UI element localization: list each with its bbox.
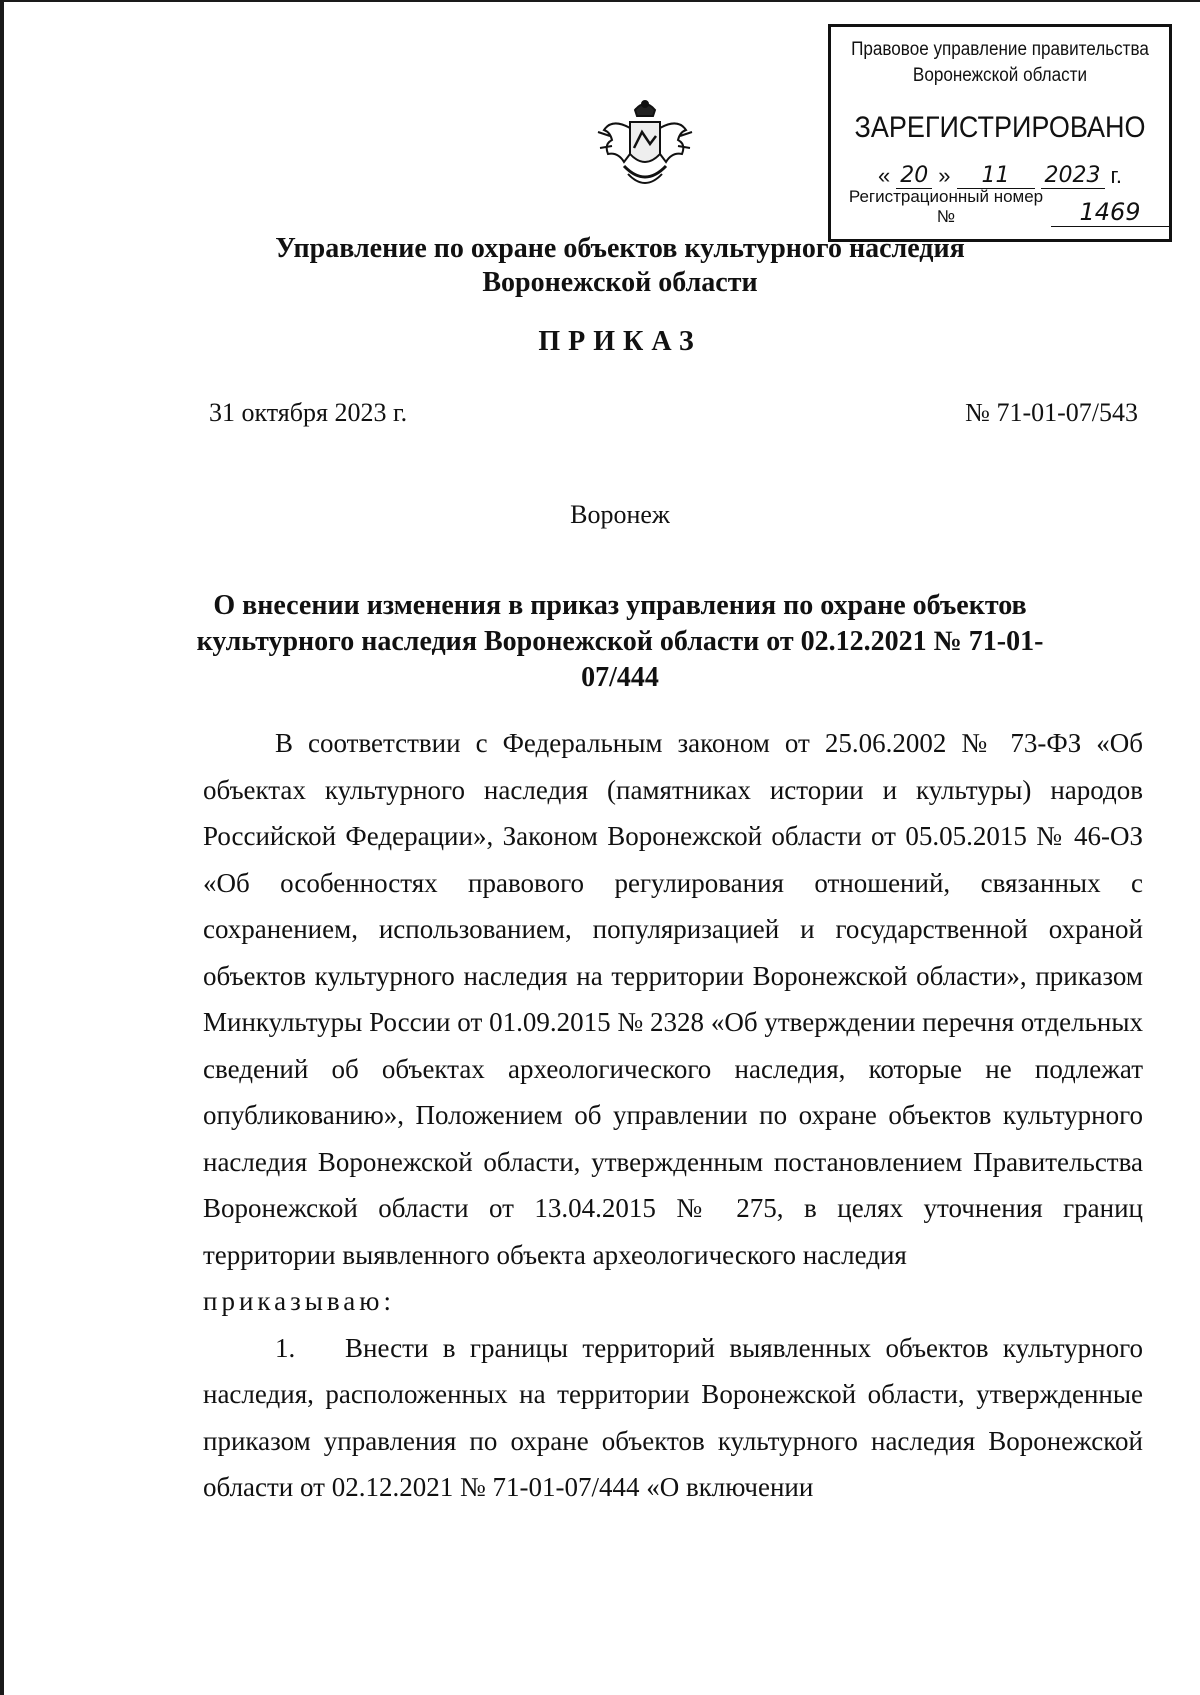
stamp-org-line2: Воронежской области bbox=[912, 65, 1088, 86]
organization-title-line2: Воронежской области bbox=[482, 267, 758, 298]
coat-of-arms-icon bbox=[590, 96, 700, 196]
stamp-organization bbox=[848, 37, 1152, 89]
stamp-org-line1: Правовое управление правительства bbox=[851, 39, 1149, 60]
stamp-date-year: 2023 bbox=[1041, 163, 1105, 189]
stamp-date: « 20 » 11 2023 г. bbox=[878, 163, 1122, 188]
stamp-registration bbox=[845, 187, 1169, 227]
stamp-status: ЗАРЕГИСТРИРОВАНО bbox=[854, 111, 1146, 144]
organization-title bbox=[190, 232, 1050, 300]
item-text: Внести в границы территорий выявленных объектов культурного наследия, расположенных на территории Воронежской области, утвержденные приказом управления по охране объектов культурного наследия Воронежской области от 02.12.2021 № 71-01-07/444 «О включении bbox=[203, 1332, 1143, 1502]
order-word: приказываю: bbox=[203, 1286, 395, 1316]
stamp-reg-label: Регистрационный номер № bbox=[848, 187, 1044, 226]
item-number: 1. bbox=[275, 1332, 296, 1363]
subject-line2: культурного наследия Воронежской области от 02.12.2021 № 71-01-07/444 bbox=[196, 626, 1044, 693]
document-body bbox=[203, 720, 1143, 1511]
stamp-date-month: 11 bbox=[957, 163, 1035, 189]
stamp-date-day: 20 bbox=[896, 163, 932, 189]
document-kind: ПРИКАЗ bbox=[538, 326, 702, 357]
document-date: 31 октября 2023 г. bbox=[209, 398, 408, 427]
subject-line1: О внесении изменения в приказ управления по охране объектов bbox=[213, 590, 1027, 621]
registration-stamp bbox=[828, 24, 1172, 242]
document-number: № 71-01-07/543 bbox=[965, 398, 1138, 427]
order-item-1 bbox=[203, 1325, 1143, 1511]
preamble-paragraph: В соответствии с Федеральным законом от 25.06.2002 № 73-ФЗ «Об объектах культурного наследия (памятниках истории и культуры) народов Российской Федерации», Законом Воронежской области от 05.05.2015 № 46-ОЗ «Об особенностях правового регулирования отношений, связанных с сохранением, использованием, популяризацией и государственной охраной объектов культурного наследия на территории Воронежской области», приказом Минкультуры России от 01.09.2015 № 2328 «Об утверждении перечня отдельных сведений об объектах археологического наследия, которые не подлежат опубликованию», Положением об управлении по охране объектов культурного наследия Воронежской области, утвержденным постановлением Правительства Воронежской области от 13.04.2015 № 275, в целях уточнения границ территории выявленного объекта археологического наследия bbox=[203, 728, 1143, 1270]
document-city: Воронеж bbox=[570, 500, 670, 529]
scan-edge-left bbox=[0, 0, 4, 1695]
document-subject bbox=[190, 588, 1050, 696]
scan-edge-top bbox=[0, 0, 1200, 2]
stamp-reg-number: 1469 bbox=[1051, 198, 1169, 227]
organization-title-line1: Управление по охране объектов культурного наследия bbox=[275, 233, 965, 264]
